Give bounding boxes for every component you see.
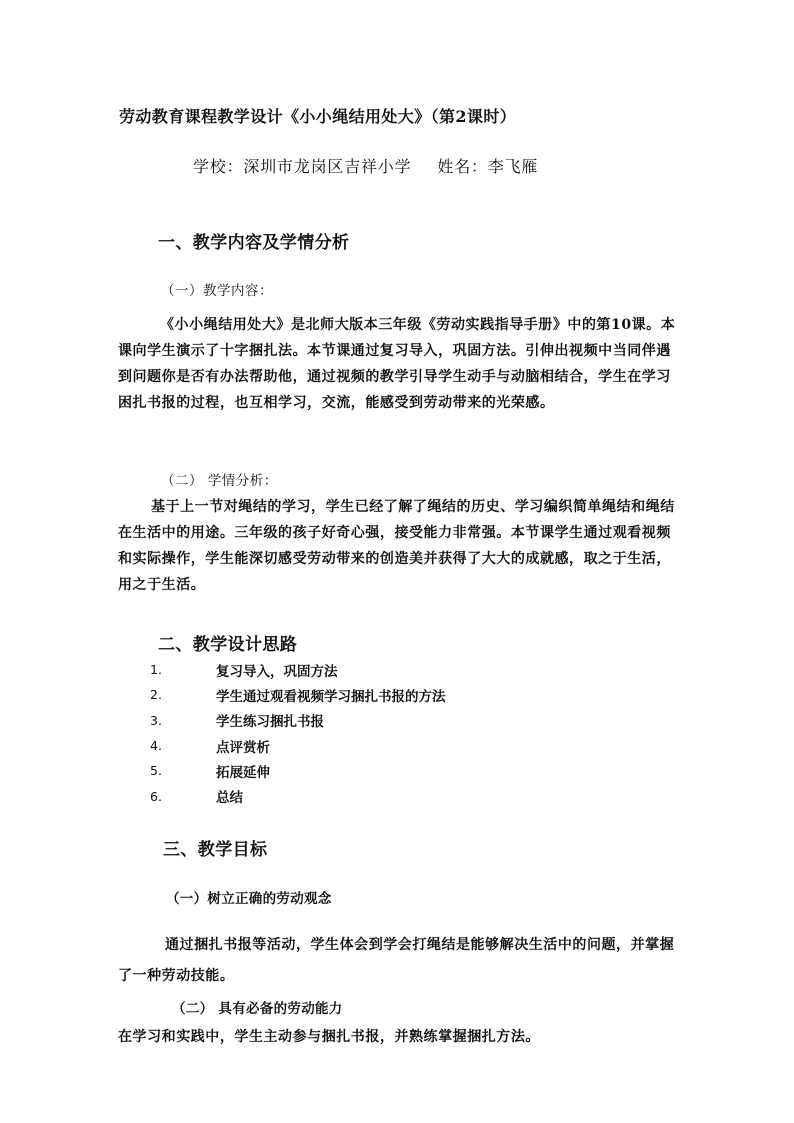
list-item xyxy=(150,733,446,758)
step-number: 3. xyxy=(150,712,162,728)
author-info xyxy=(193,154,538,177)
design-steps-list xyxy=(150,657,446,809)
section-heading-design-ideas: 二、教学设计思路 xyxy=(158,635,298,655)
step-number: 1. xyxy=(150,662,162,678)
step-number: 5. xyxy=(150,763,162,779)
section-heading-content-analysis: 一、教学内容及学情分析 xyxy=(158,233,350,253)
list-item xyxy=(150,682,446,707)
list-item xyxy=(150,783,446,808)
step-text: 拓展延伸 xyxy=(216,764,270,781)
step-text: 学生练习捆扎书报 xyxy=(216,714,324,731)
list-item xyxy=(150,758,446,783)
list-item xyxy=(150,657,446,682)
school-label: 学校：深圳市龙岗区吉祥小学 xyxy=(193,157,412,176)
subheading-labor-ability: （二） 具有必备的劳动能力 xyxy=(172,1001,343,1017)
step-text: 点评赏析 xyxy=(216,739,270,756)
paragraph-labor-concept: 通过捆扎书报等活动，学生体会到学会打绳结是能够解决生活中的问题，并掌握了一种劳动技能。 xyxy=(118,937,675,984)
subheading-labor-concept: （一）树立正确的劳动观念 xyxy=(166,891,332,907)
step-text: 学生通过观看视频学习捆扎书报的方法 xyxy=(216,688,446,705)
step-number: 6. xyxy=(150,788,162,804)
paragraph-student-analysis: 基于上一节对绳结的学习，学生已经了解了绳结的历史、学习编织简单绳结和绳结在生活中的用途。三年级的孩子好奇心强，接受能力非常强。本节课学生通过观看视频和实际操作，学生能深切感受劳动带来的创造美并获得了大大的成就感，取之于生活，用之于生活。 xyxy=(118,499,675,593)
step-text: 总结 xyxy=(216,790,243,807)
step-text: 复习导入，巩固方法 xyxy=(216,663,338,680)
paragraph-teaching-content: 《小小绳结用处大》是北师大版本三年级《劳动实践指导手册》中的第10课。本课向学生演示了十字捆扎法。本节课通过复习导入，巩固方法。引伸出视频中当同伴遇到问题你是否有办法帮助他，通过视频的教学引导学生动手与动脑相结合，学生在学习困扎书报的过程，也互相学习，交流，能感受到劳动带来的光荣感。 xyxy=(118,317,676,411)
step-number: 2. xyxy=(150,687,162,703)
paragraph-labor-ability: 在学习和实践中，学生主动参与捆扎书报，并熟练掌握捆扎方法。 xyxy=(118,1029,540,1045)
teacher-name: 姓名：李飞雁 xyxy=(437,157,539,176)
list-item xyxy=(150,708,446,733)
section-heading-objectives: 三、教学目标 xyxy=(163,840,268,860)
subheading-student-analysis: （二） 学情分析： xyxy=(161,473,278,489)
step-number: 4. xyxy=(150,738,162,754)
page-title: 劳动教育课程教学设计《小小绳结用处大》（第2课时） xyxy=(119,107,517,126)
subheading-teaching-content: （一）教学内容： xyxy=(161,283,273,299)
